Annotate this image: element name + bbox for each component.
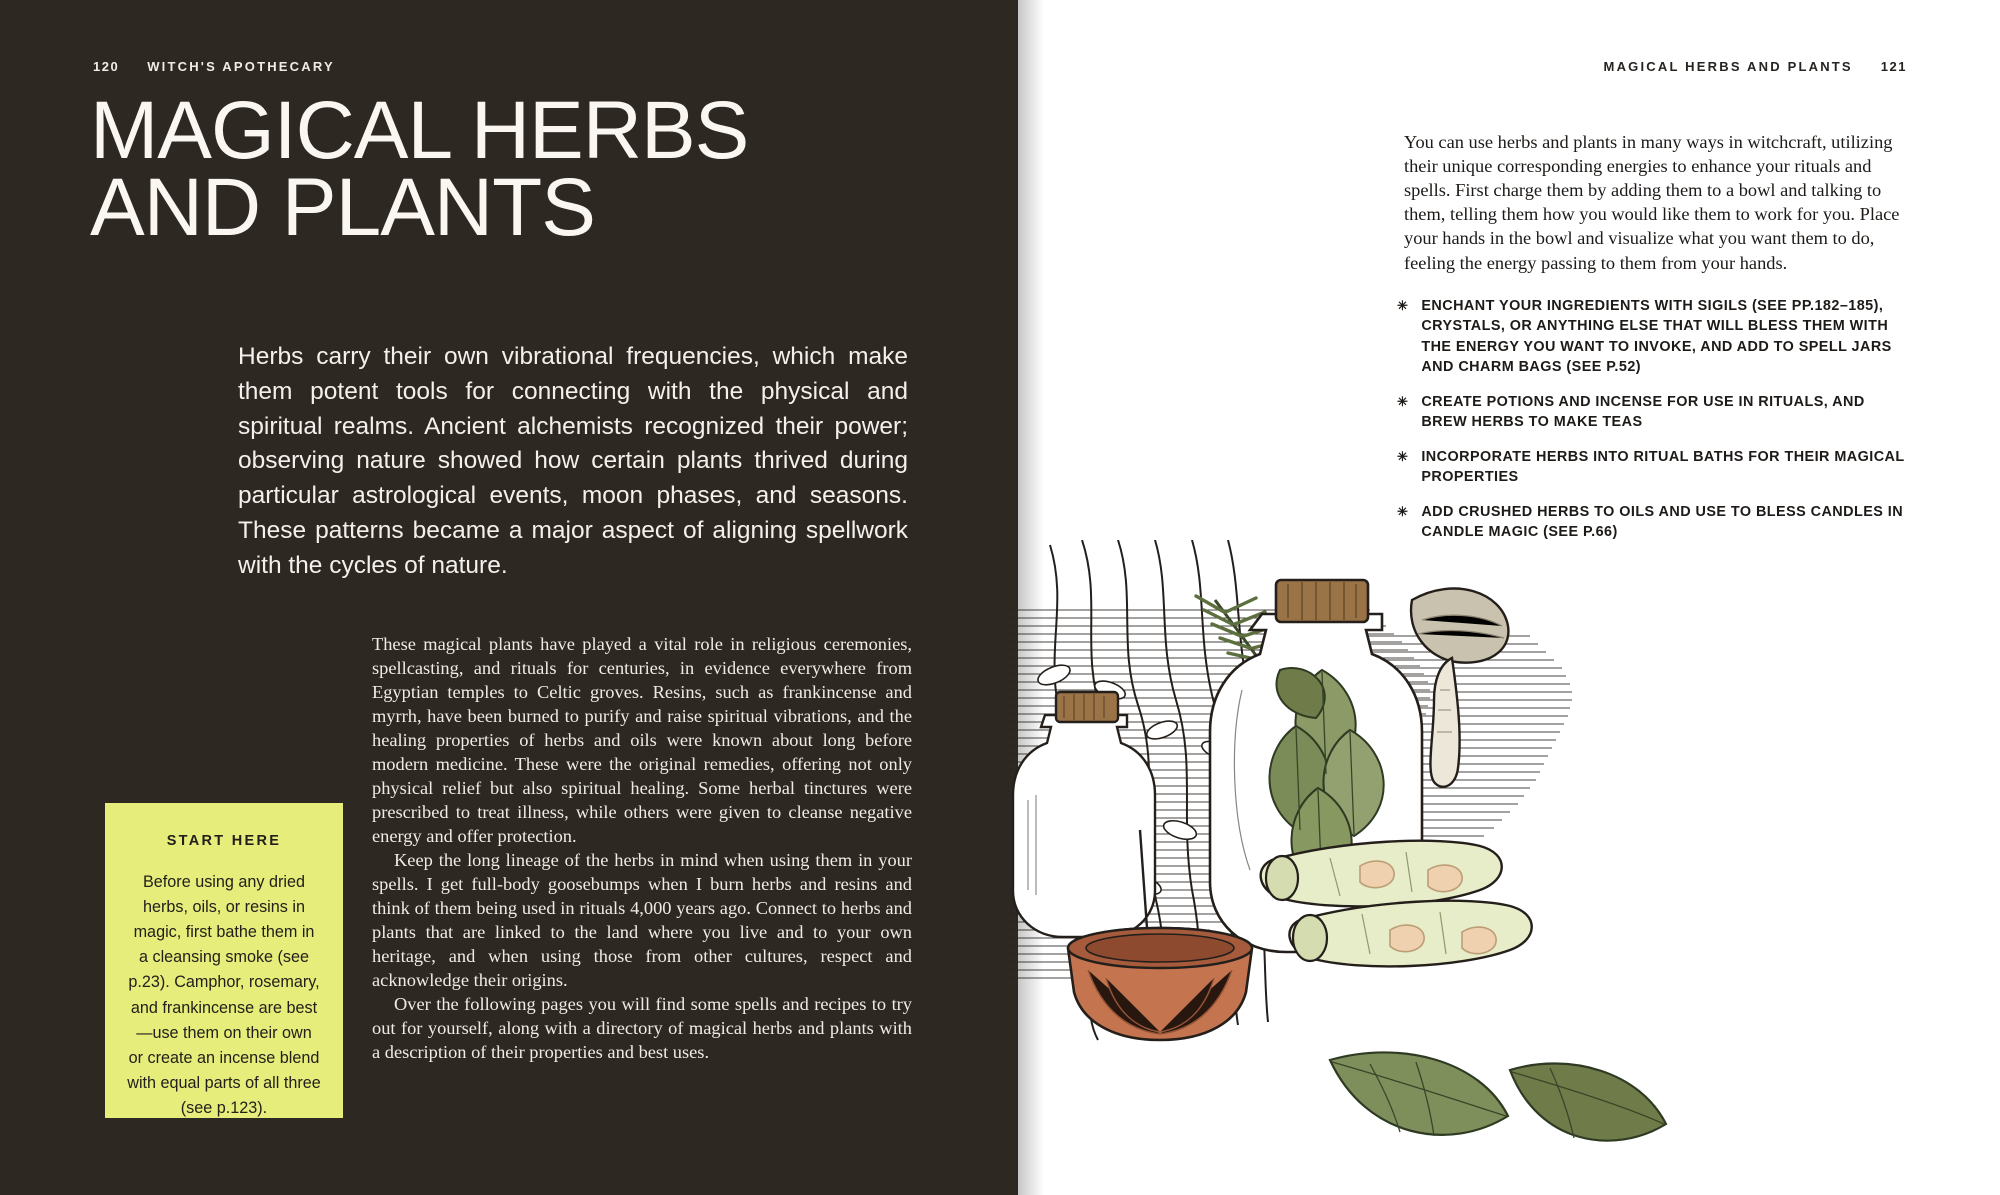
body-column [372, 632, 912, 1064]
running-head-right-text: MAGICAL HERBS AND PLANTS [1603, 59, 1853, 74]
folio-left: 120 [93, 59, 120, 74]
body-paragraph: Over the following pages you will find some spells and recipes to try out for yourself, along with a directory of magical herbs and plants with a description of their properties and best uses. [372, 994, 912, 1063]
birch-bark-rolls [1261, 841, 1532, 967]
body-paragraph: These magical plants have played a vital role in religious ceremonies, spellcasting, and rituals for centuries, in evidence everywhere from Egyptian temples to Celtic groves. Resins, such as frankincense and myrrh, have been burned to purify and raise spiritual vibrations, and the healing properties of herbs and oils were known about long before modern medicine. These were the original remedies, offering not only physical relief but also spiritual healing. Some herbal tinctures were prescribed to treat illness, while others were given to cleanse negative energy and offer protection. [372, 634, 912, 847]
foreground-leaves [1330, 1052, 1666, 1140]
list-item-label: INCORPORATE HERBS INTO RITUAL BATHS FOR THEIR MAGICAL PROPERTIES [1421, 448, 1905, 486]
list-item [1397, 296, 1907, 378]
uses-bullet-list [1397, 296, 1907, 557]
small-glass-jar [1013, 692, 1155, 937]
list-item-label: ADD CRUSHED HERBS TO OILS AND USE TO BLESS CANDLES IN CANDLE MAGIC (SEE P.66) [1421, 503, 1904, 541]
asterisk-icon: ✳ [1397, 503, 1409, 519]
list-item [1397, 502, 1907, 543]
start-here-callout [105, 803, 343, 1118]
page-title: MAGICAL HERBS AND PLANTS [90, 85, 749, 254]
start-here-label: START HERE [166, 833, 282, 849]
list-item-label: ENCHANT YOUR INGREDIENTS WITH SIGILS (SEE PP.182–185), CRYSTALS, OR ANYTHING ELSE THAT WILL BLESS THEM WITH THE ENERGY YOU WANT TO INVOKE, AND ADD TO SPELL JARS AND CHARM BAGS (SEE P.52) [1421, 298, 1892, 376]
list-item-label: CREATE POTIONS AND INCENSE FOR USE IN RITUALS, AND BREW HERBS TO MAKE TEAS [1421, 393, 1865, 431]
asterisk-icon: ✳ [1397, 448, 1409, 464]
running-head-left-text: WITCH'S APOTHECARY [147, 59, 335, 74]
list-item [1397, 392, 1907, 433]
folio-right: 121 [1880, 59, 1907, 74]
asterisk-icon: ✳ [1397, 393, 1409, 409]
start-here-text: Before using any dried herbs, oils, or resins in magic, first bathe them in a cleansing smoke (see p.23). Camphor, rosemary, and frankincense are best—use them on their own or create an incense blend with equal parts of all three (see p.123). [127, 873, 321, 1117]
right-intro-text: You can use herbs and plants in many ways in witchcraft, utilizing their unique corresponding energies to enhance your rituals and spells. First charge them by adding them to a bowl and talking to them, telling them how you would like them to work for you. Place your hands in the bowl and visualize what you want them to do, feeling the energy passing to them from your hands. [1404, 132, 1900, 273]
asterisk-icon: ✳ [1397, 298, 1409, 313]
herbs-still-life-svg [1010, 540, 1930, 1195]
running-head-left [93, 59, 335, 74]
mushroom [1411, 589, 1508, 787]
body-paragraph: Keep the long lineage of the herbs in mind when using them in your spells. I get full-body goosebumps when I burn herbs and resins and think of them being used in rituals 4,000 years ago. Connect to herbs and plants that are linked to the land where you live and to your own heritage, and when using those from other cultures, respect and acknowledge their origins. [372, 850, 912, 991]
standfirst-text: Herbs carry their own vibrational frequencies, which make them potent tools for connecting with the physical and spiritual realms. Ancient alchemists recognized their power; observing nature showed how certain plants thrived during particular astrological events, moon phases, and seasons. These patterns became a major aspect of aligning spellwork with the cycles of nature. [238, 343, 908, 579]
list-item [1397, 447, 1907, 488]
herbs-illustration [1010, 540, 1930, 1195]
running-head-right [1604, 59, 1907, 74]
